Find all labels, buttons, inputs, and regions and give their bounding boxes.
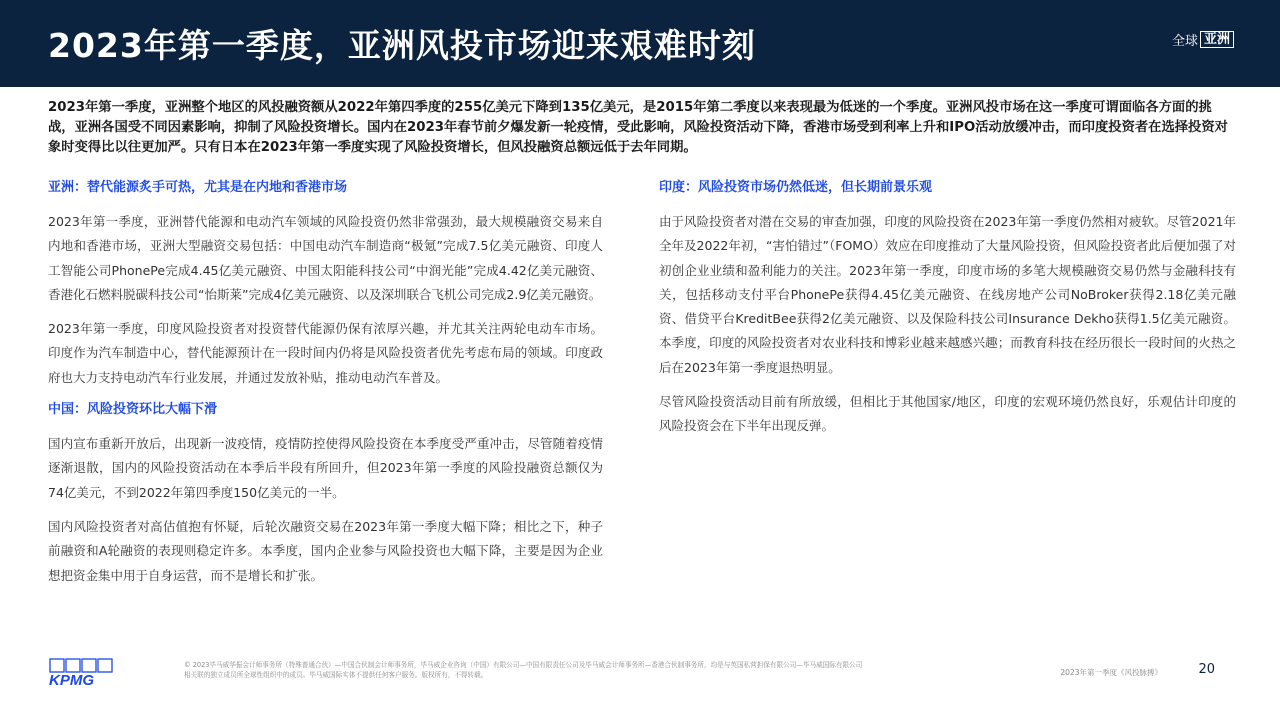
asia-section-heading: 亚洲：替代能源炙手可热，尤其是在内地和香港市场 — [48, 180, 348, 195]
summary-paragraph: 2023年第一季度，亚洲整个地区的风投融资额从2022年第四季度的255亿美元下降到135亿美元，是2015年第二季度以来表现最为低迷的一个季度。亚洲风投市场在这一季度可谓面临各方面的挑战，亚洲各国受不同因素影响，抑制了风险投资增长。国内在2023年春节前夕爆发新一轮疫情，受此影响，风险投资活动下降，香港市场受到利率上升和IPO活动放缓冲击，而印度投资者在选择投资对象时变得比以往更加严。只有日本在2023年第一季度实现了风险投资增长，但风投融资总额远低于去年同期。 — [48, 100, 1228, 155]
kpmg-logo-icon — [48, 658, 114, 688]
china-paragraph-1: 国内宣布重新开放后，出现新一波疫情，疫情防控使得风险投资在本季度受严重冲击，尽管随着疫情逐渐退散，国内的风险投资活动在本季后半段有所回升，但2023年第一季度的风险投融资总额仅为74亿美元，不到2022年第四季度150亿美元的一半。 — [48, 436, 603, 500]
region-prefix: 全球 — [1171, 34, 1198, 49]
asia-paragraph-2: 2023年第一季度，印度风险投资者对投资替代能源仍保有浓厚兴趣，并尤其关注两轮电动车市场。印度作为汽车制造中心，替代能源预计在一段时间内仍将是风险投资者优先考虑布局的领域。印度政府也大力支持电动汽车行业发展，并通过发放补贴，推动电动汽车普及。 — [48, 321, 603, 385]
india-section-heading: 印度：风险投资市场仍然低迷，但长期前景乐观 — [659, 180, 933, 195]
china-section-heading: 中国：风险投资环比大幅下滑 — [48, 402, 218, 418]
right-column — [659, 178, 1236, 449]
china-paragraph-2: 国内风险投资者对高估值抱有怀疑，后轮次融资交易在2023年第一季度大幅下降；相比之下，种子前融资和A轮融资的表现则稳定许多。本季度，国内企业参与风险投资也大幅下降，主要是因为企业想把资金集中用于自身运营，而不是增长和扩张。 — [48, 518, 603, 583]
footer-legal-text: © 2023毕马威华振会计师事务所（特殊普通合伙）—中国合伙制会计师事务所，毕马威企业咨询（中国）有限公司—中国有限责任公司及毕马威会计师事务所—香港合伙制事务所，均是与英国私营担保有限公司—毕马威国际有限公司相关联的独立成员所全球性组织中的成员。毕马威国际实体不提供任何客户服务。版权所有，不得转载。 — [184, 661, 863, 679]
india-paragraph-2: 尽管风险投资活动目前有所放缓，但相比于其他国家/地区，印度的宏观环境仍然良好，乐观估计印度的风险投资会在下半年出现反弹。 — [659, 394, 1236, 434]
page-header — [0, 0, 1280, 87]
page-title: 2023年第一季度，亚洲风投市场迎来艰难时刻 — [48, 26, 756, 65]
svg-text:KPMG: KPMG — [49, 672, 94, 688]
asia-paragraph-1: 2023年第一季度，亚洲替代能源和电动汽车领域的风险投资仍然非常强劲，最大规模融资交易来自内地和香港市场，亚洲大型融资交易包括：中国电动汽车制造商“极氪”完成7.5亿美元融资、印度人工智能公司PhonePe完成4.45亿美元融资、中国太阳能科技公司“中润光能”完成4.42亿美元融资、香港化石燃料脱碳科技公司“怡斯莱”完成4亿美元融资、以及深圳联合飞机公司完成2.9亿美元融资。 — [48, 214, 603, 302]
footer-report-name: 2023年第一季度《风投脉搏》 — [1060, 668, 1162, 677]
kpmg-logo — [48, 658, 114, 688]
region-name: 亚洲 — [1200, 31, 1234, 48]
left-column — [48, 178, 603, 598]
page-number: 20 — [1198, 662, 1215, 677]
region-tag — [1172, 30, 1234, 49]
india-paragraph-1: 由于风险投资者对潜在交易的审查加强，印度的风险投资在2023年第一季度仍然相对疲软。尽管2021年全年及2022年初，“害怕错过”（FOMO）效应在印度推动了大量风险投资，但风险投资者此后便加强了对初创企业业绩和盈利能力的关注。2023年第一季度，印度市场的多笔大规模融资交易仍然与金融科技有关，包括移动支付平台PhonePe获得4.45亿美元融资、在线房地产公司NoBroker获得2.18亿美元融资、借贷平台KreditBee获得2亿美元融资、以及保险科技公司Insurance Dekho获得1.5亿美元融资。本季度，印度的风险投资者对农业科技和博彩业越来越感兴趣；而教育科技在经历很长一段时间的火热之后在2023年第一季度退热明显。 — [659, 214, 1236, 375]
